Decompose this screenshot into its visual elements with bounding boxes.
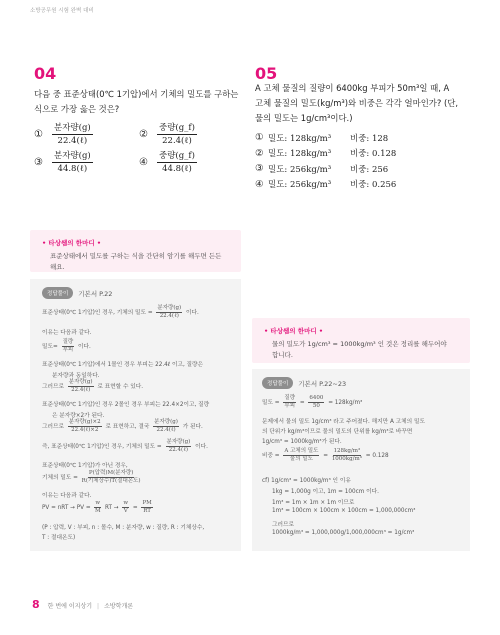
- question-text-05-line1: A 고체 물질의 질량이 6400kg 부피가 50m³일 때, A: [255, 83, 450, 93]
- fraction: [157, 123, 197, 146]
- denominator: 44.8(ℓ): [162, 163, 192, 174]
- question-number-04: 04: [34, 64, 57, 83]
- question-text-04: [34, 87, 254, 117]
- choice-specific-gravity: 비중: 256: [350, 164, 389, 175]
- choice-marker: ③: [34, 156, 43, 168]
- choice-density: 밀도: 128kg/m³: [268, 133, 332, 144]
- fraction: [62, 339, 75, 354]
- text: 로 표현할 수 있다.: [97, 384, 144, 390]
- choice-04-2[interactable]: [139, 123, 244, 146]
- exp-line: 1g/cm³ = 1000kg/m³가 된다.: [262, 439, 342, 445]
- numerator: w: [123, 500, 129, 506]
- fraction: [283, 395, 296, 410]
- question-text-05-line2: 고체 물질의 밀도(kg/m³)와 비중은 각각 얼마인가? (단,: [255, 98, 459, 108]
- exp-line: [262, 448, 389, 463]
- subject-title: 소방학개론: [104, 603, 134, 610]
- question-number-05: 05: [255, 64, 278, 83]
- denominator: M: [94, 508, 101, 514]
- fraction: [332, 448, 362, 463]
- fraction: [308, 395, 324, 410]
- choice-specific-gravity: 비중: 0.128: [350, 149, 397, 160]
- denominator: 물의 밀도: [289, 456, 313, 462]
- text: =: [132, 505, 138, 511]
- text: 표준상태(0℃ 1기압)인 경우, 기체의 밀도 =: [42, 310, 153, 316]
- choice-05-2[interactable]: [255, 146, 475, 162]
- denominator: 부피: [62, 347, 74, 353]
- page-footer: [32, 598, 133, 611]
- exp-line: 이유는 다음과 같다.: [42, 330, 92, 336]
- explanation-box-04: [30, 279, 241, 551]
- fraction: [68, 419, 102, 434]
- denominator: 22.4(ℓ): [168, 447, 188, 453]
- fraction: [157, 151, 197, 174]
- choice-marker: ③: [255, 163, 264, 175]
- text: 로 표현하고, 결국: [105, 424, 150, 430]
- reference: 기본서 P.22~23: [298, 379, 347, 388]
- fraction: [153, 419, 179, 434]
- exp-line: [42, 339, 91, 354]
- fraction: [52, 151, 93, 174]
- exp-line: 1000kg/m³ = 1,000,000g/1,000,000cm³ = 1g/cm³: [272, 530, 415, 536]
- reference: 기본서 P.22: [78, 289, 113, 298]
- fraction: [283, 448, 319, 463]
- choice-density: 밀도: 128kg/m³: [268, 149, 332, 160]
- choice-marker: ②: [255, 147, 264, 159]
- tip-body: [264, 339, 458, 361]
- tip-line: 해요.: [50, 263, 65, 271]
- text: =: [323, 453, 328, 459]
- answer-badge: 정답풀이: [262, 377, 293, 389]
- exp-line: T : 절대온도): [42, 535, 76, 541]
- exp-line: [262, 395, 362, 410]
- exp-line: 표준상태(0℃ 1기압)가 아닌 경우,: [42, 463, 128, 469]
- question-text-04-line1: 다음 중 표준상태(0℃ 1기압)에서 기체의 밀도를 구하는: [34, 89, 239, 99]
- fraction: [156, 305, 182, 320]
- choice-marker: ④: [139, 156, 148, 168]
- denominator: 22.4(ℓ)×2: [71, 427, 99, 433]
- explanation-header: [42, 287, 112, 299]
- text: 가 된다.: [182, 424, 203, 430]
- exp-line: (P : 압력, V : 부피, n : 몰수, M : 분자량, w : 질량, R : 기체상수,: [42, 525, 205, 531]
- page-number: 8: [32, 598, 40, 611]
- exp-line: 표준상태(0℃ 1기압)인 경우 2몰인 경우 부피는 22.4×2이고, 질량: [42, 402, 210, 408]
- tip-box-04: [30, 230, 241, 272]
- tip-line: 표준상태에서 밀도를 구하는 식을 간단히 암기를 해두면 든든: [50, 252, 222, 260]
- text: 즉, 표준상태(0℃ 1기압)인 경우, 기체의 밀도 =: [42, 444, 162, 450]
- numerator: P(압력)M(분자량): [88, 470, 134, 476]
- fraction: [52, 123, 93, 146]
- exp-line: 문제에서 물의 밀도 1g/cm³ 라고 주어졌다. 해지만 A 고체의 밀도: [262, 419, 425, 425]
- exp-line: 분자량과 동일하다.: [52, 373, 100, 379]
- explanation-header: [262, 377, 346, 389]
- choice-05-3[interactable]: [255, 161, 475, 177]
- exp-line: [42, 470, 143, 485]
- denominator: 22.4(ℓ): [156, 427, 176, 433]
- explanation-box-05: [252, 369, 470, 551]
- book-title: 한 번에 이지상기: [47, 603, 93, 610]
- answer-badge: 정답풀이: [42, 287, 73, 299]
- question-text-04-line2: 식으로 가장 옳은 것은?: [34, 104, 120, 114]
- text: 이다.: [78, 344, 91, 350]
- denominator: 22.4(ℓ): [57, 135, 88, 146]
- exp-line: 그러므로: [272, 522, 294, 528]
- denominator: V: [123, 508, 128, 514]
- tip-line: 물의 밀도가 1g/cm³ = 1000kg/m³ 인 것은 정리를 해두어야: [272, 340, 447, 348]
- exp-line: 은 분자량×2가 된다.: [52, 413, 105, 419]
- numerator: PM: [142, 500, 152, 506]
- fraction: [141, 500, 152, 515]
- text: PV = nRT → PV =: [42, 505, 91, 511]
- numerator: 6400: [309, 395, 324, 401]
- denominator: 1000kg/m³: [331, 456, 362, 462]
- denominator: 부피: [284, 403, 296, 409]
- exp-line: [42, 439, 208, 454]
- choice-04-1[interactable]: [34, 123, 139, 146]
- exp-line: cf) 1g/cm³ = 1000kg/m³ 인 이유: [262, 478, 351, 484]
- choice-specific-gravity: 비중: 128: [350, 133, 389, 144]
- fraction: [68, 379, 94, 394]
- question-text-05-line3: 물의 밀도는 1g/cm³이다.): [255, 113, 353, 123]
- fraction: [94, 500, 101, 515]
- choice-density: 밀도: 256kg/m³: [268, 180, 332, 191]
- numerator: 중량(g_f): [159, 150, 195, 161]
- tip-title: • 타상쌤의 한마디 •: [42, 239, 102, 247]
- question-text-05: [255, 81, 475, 126]
- numerator: 분자량(g): [154, 419, 178, 425]
- denominator: 22.4(ℓ): [71, 387, 91, 393]
- choice-marker: ④: [255, 178, 264, 190]
- denominator: 22.4(ℓ): [162, 135, 192, 146]
- choices-04: [34, 120, 244, 176]
- text: 이다.: [185, 310, 199, 316]
- exp-line: 표준상태(0℃ 1기압)에서 1몰인 경우 부피는 22.4ℓ 이고, 질량은: [42, 362, 204, 368]
- text: = 128kg/m³: [328, 400, 363, 406]
- text: 그러므로: [42, 384, 64, 390]
- exp-line: 이유는 다음과 같다.: [42, 493, 92, 499]
- choice-marker: ①: [34, 128, 43, 140]
- numerator: 분자량(g): [68, 379, 93, 385]
- choice-density: 밀도: 256kg/m³: [268, 164, 332, 175]
- denominator: 50: [312, 403, 320, 409]
- fraction: [122, 500, 129, 515]
- text: RT →: [104, 505, 119, 511]
- numerator: 분자량(g): [54, 150, 91, 161]
- separator: |: [97, 603, 100, 610]
- numerator: 중량(g_f): [159, 122, 195, 133]
- choice-04-4[interactable]: [139, 151, 244, 174]
- text: =: [299, 400, 305, 406]
- choice-specific-gravity: 비중: 0.256: [350, 180, 397, 191]
- running-header: 소방공무원 시험 완벽 대비: [30, 8, 94, 14]
- fraction: [82, 470, 141, 485]
- numerator: 분자량(g)×2: [68, 419, 101, 425]
- choices-05: [255, 130, 475, 192]
- exp-line: [42, 305, 199, 320]
- numerator: w: [95, 500, 101, 506]
- numerator: 분자량(g): [166, 439, 191, 445]
- text: 기체의 밀도 =: [42, 475, 78, 481]
- tip-title: • 타상쌤의 한마디 •: [264, 327, 324, 335]
- exp-line: 1kg = 1,000g 이고, 1m = 100cm 이다.: [272, 489, 379, 495]
- numerator: 분자량(g): [157, 305, 182, 311]
- text: 밀도 =: [262, 400, 280, 406]
- tip-body: [42, 251, 229, 273]
- numerator: 128kg/m³: [333, 448, 361, 454]
- text: 비중 =: [262, 453, 280, 459]
- choice-04-3[interactable]: [34, 151, 139, 174]
- text: 이다.: [195, 444, 208, 450]
- denominator: 44.8(ℓ): [57, 163, 88, 174]
- denominator: RT: [143, 508, 151, 514]
- exp-line: [42, 419, 203, 434]
- numerator: 질량: [284, 395, 296, 401]
- fraction: [166, 439, 192, 454]
- choice-05-1[interactable]: [255, 130, 475, 146]
- denominator: 22.4(ℓ): [159, 313, 179, 319]
- exp-line: 1m³ = 1m × 1m × 1m 이므로: [272, 500, 355, 506]
- choice-marker: ①: [255, 132, 264, 144]
- choice-marker: ②: [139, 128, 148, 140]
- text: 그러므로: [42, 424, 64, 430]
- exp-line: 의 단위가 kg/m³이므로 물의 밀도의 단위를 kg/m³로 바꾸면: [262, 429, 413, 435]
- text: 밀도=: [42, 344, 58, 350]
- numerator: A 고체의 밀도: [284, 448, 319, 454]
- numerator: 분자량(g): [54, 122, 91, 133]
- exp-line: 1m³ = 100cm × 100cm × 100cm = 1,000,000cm³: [272, 508, 416, 514]
- tip-box-05: [252, 318, 470, 363]
- numerator: 질량: [62, 339, 74, 345]
- choice-05-4[interactable]: [255, 177, 475, 193]
- exp-line: [42, 500, 155, 515]
- exp-line: [42, 379, 143, 394]
- denominator: R(기체상수)T(절대온도): [81, 478, 141, 484]
- text: = 0.128: [365, 453, 389, 459]
- tip-line: 합니다.: [272, 351, 293, 359]
